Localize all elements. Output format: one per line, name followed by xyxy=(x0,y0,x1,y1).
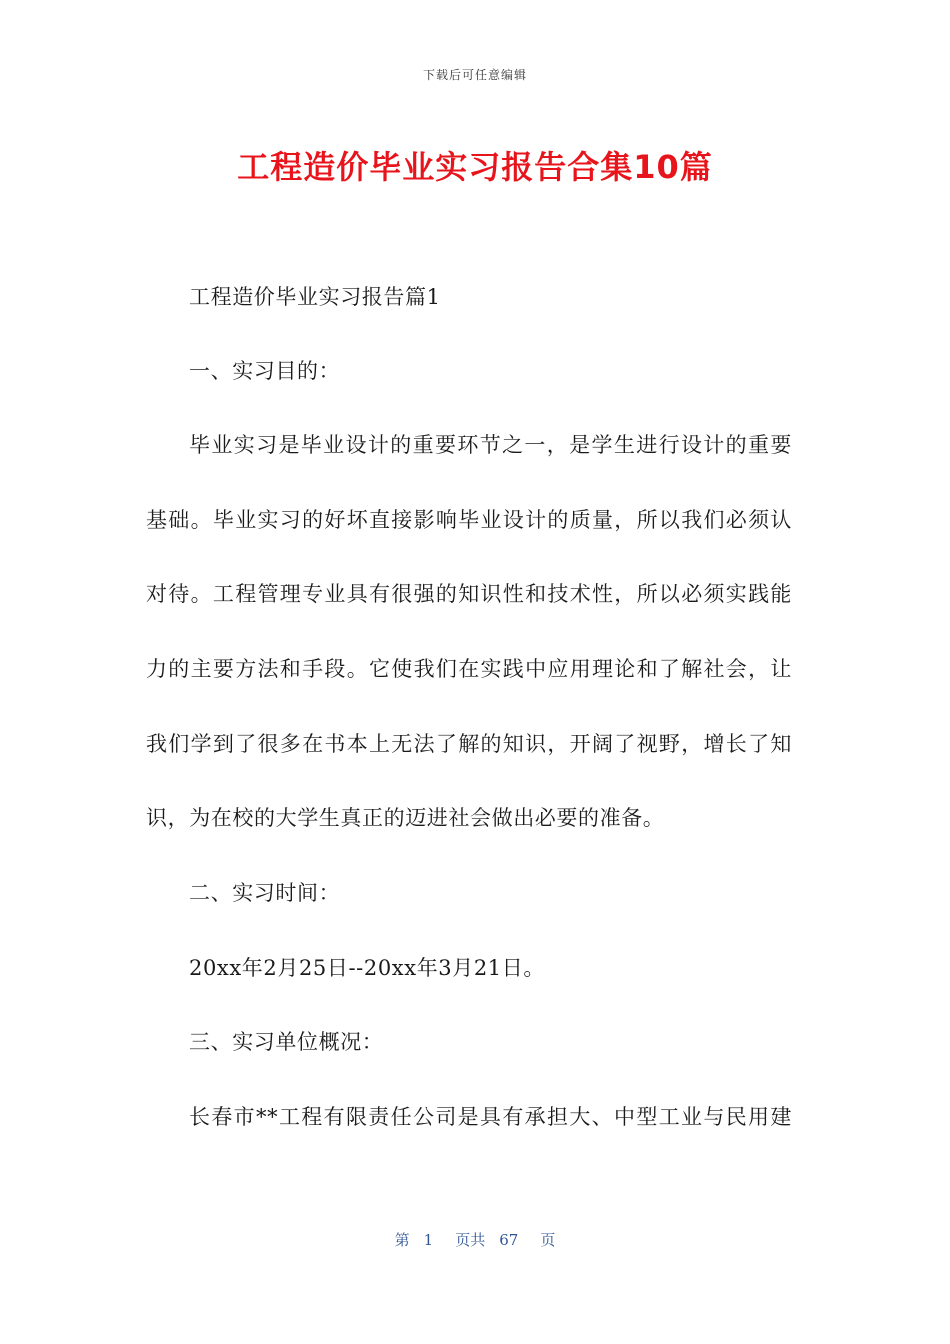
page-footer xyxy=(0,1229,950,1250)
date-range: 20xx年2月25日--20xx年3月21日。 xyxy=(189,956,545,980)
paragraph-line: 对待。工程管理专业具有很强的知识性和技术性，所以必须实践能 xyxy=(146,582,792,606)
footer-middle: 页共 xyxy=(455,1231,486,1249)
header-note: 下载后可任意编辑 xyxy=(422,68,527,82)
footer-page-number: 1 xyxy=(423,1231,434,1249)
paragraph-line: 毕业实习是毕业设计的重要环节之一，是学生进行设计的重要 xyxy=(189,433,792,457)
footer-prefix: 第 xyxy=(394,1231,410,1249)
paragraph-line: 长春市**工程有限责任公司是具有承担大、中型工业与民用建 xyxy=(189,1105,792,1129)
section-heading-company: 三、实习单位概况： xyxy=(189,1030,384,1054)
footer-total-pages: 67 xyxy=(499,1231,519,1249)
paragraph-line: 力的主要方法和手段。它使我们在实践中应用理论和了解社会，让 xyxy=(146,657,792,681)
section-heading-purpose: 一、实习目的： xyxy=(189,359,341,383)
paragraph-line: 我们学到了很多在书本上无法了解的知识，开阔了视野，增长了知 xyxy=(146,732,792,756)
section-heading-time: 二、实习时间： xyxy=(189,881,341,905)
report-subtitle: 工程造价毕业实习报告篇1 xyxy=(189,285,441,309)
footer-suffix: 页 xyxy=(540,1231,556,1249)
document-title: 工程造价毕业实习报告合集10篇 xyxy=(237,148,713,186)
paragraph-line: 基础。毕业实习的好坏直接影响毕业设计的质量，所以我们必须认 xyxy=(146,508,792,532)
paragraph-line-last: 识，为在校的大学生真正的迈进社会做出必要的准备。 xyxy=(146,806,665,830)
